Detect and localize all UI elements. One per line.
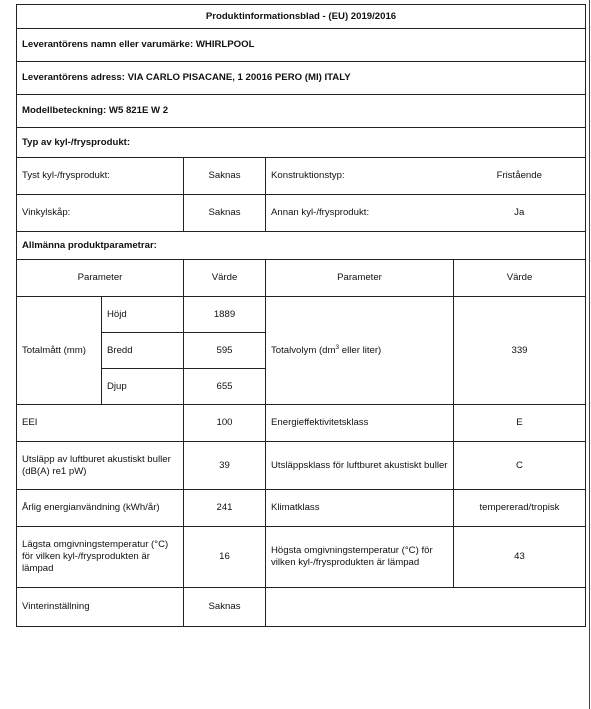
parameter-right-label: Högsta omgivningstemperatur (°C) för vilken kyl-/frysprodukten är lämpad xyxy=(266,527,454,588)
parameter-row xyxy=(17,405,586,442)
parameter-left-label: EEI xyxy=(17,405,184,442)
dimensions-label: Totalmått (mm) xyxy=(17,297,102,405)
type-right-label: Konstruktionstyp: xyxy=(266,158,454,195)
winter-setting-row xyxy=(17,588,586,627)
type-right-value: Fristående xyxy=(454,158,586,195)
type-left-label: Tyst kyl-/frysprodukt: xyxy=(17,158,184,195)
parameter-left-label: Utsläpp av luftburet akustiskt buller (dB(A) re1 pW) xyxy=(17,442,184,490)
total-volume-value: 339 xyxy=(454,297,586,405)
parameter-left-value: 241 xyxy=(184,490,266,527)
empty-cell xyxy=(266,588,586,627)
supplier-name-row xyxy=(17,29,586,62)
winter-setting-value: Saknas xyxy=(184,588,266,627)
model-identifier: Modellbeteckning: W5 821E W 2 xyxy=(17,95,586,128)
parameter-right-value: 43 xyxy=(454,527,586,588)
parameter-left-label: Lägsta omgivningstemperatur (°C) för vilken kyl-/frysprodukten är lämpad xyxy=(17,527,184,588)
parameter-row xyxy=(17,442,586,490)
dimension-row xyxy=(17,297,586,333)
column-header-parameter: Parameter xyxy=(17,260,184,297)
column-header-value: Värde xyxy=(184,260,266,297)
type-left-value: Saknas xyxy=(184,158,266,195)
type-right-value: Ja xyxy=(454,195,586,232)
column-header-value: Värde xyxy=(454,260,586,297)
winter-setting-label: Vinterinställning xyxy=(17,588,184,627)
type-left-value: Saknas xyxy=(184,195,266,232)
parameter-right-label: Energieffektivitetsklass xyxy=(266,405,454,442)
general-heading: Allmänna produktparametrar: xyxy=(17,232,586,260)
type-right-label: Annan kyl-/frysprodukt: xyxy=(266,195,454,232)
dimension-name: Höjd xyxy=(102,297,184,333)
parameter-right-value: tempererad/tropisk xyxy=(454,490,586,527)
parameter-left-value: 100 xyxy=(184,405,266,442)
parameter-left-value: 16 xyxy=(184,527,266,588)
dimension-name: Djup xyxy=(102,369,184,405)
title-row xyxy=(17,5,586,29)
parameter-right-label: Utsläppsklass för luftburet akustiskt buller xyxy=(266,442,454,490)
supplier-address-row xyxy=(17,62,586,95)
parameter-right-value: C xyxy=(454,442,586,490)
dimension-value: 655 xyxy=(184,369,266,405)
supplier-name: Leverantörens namn eller varumärke: WHIRLPOOL xyxy=(17,29,586,62)
parameter-right-value: E xyxy=(454,405,586,442)
page-edge-line xyxy=(589,0,590,709)
type-heading-row xyxy=(17,128,586,158)
type-row xyxy=(17,195,586,232)
parameter-left-value: 39 xyxy=(184,442,266,490)
total-volume-label: Totalvolym ($dm^3$ eller liter) xyxy=(266,297,454,405)
supplier-address: Leverantörens adress: VIA CARLO PISACANE, 1 20016 PERO (MI) ITALY xyxy=(17,62,586,95)
product-information-sheet xyxy=(16,4,586,627)
model-row xyxy=(17,95,586,128)
column-header-row xyxy=(17,260,586,297)
type-left-label: Vinkylskåp: xyxy=(17,195,184,232)
dimension-name: Bredd xyxy=(102,333,184,369)
parameter-right-label: Klimatklass xyxy=(266,490,454,527)
sheet-title: Produktinformationsblad - (EU) 2019/2016 xyxy=(17,5,586,29)
general-heading-row xyxy=(17,232,586,260)
type-row xyxy=(17,158,586,195)
parameter-left-label: Årlig energianvändning (kWh/år) xyxy=(17,490,184,527)
parameter-row xyxy=(17,490,586,527)
dimension-value: 595 xyxy=(184,333,266,369)
column-header-parameter: Parameter xyxy=(266,260,454,297)
parameter-row xyxy=(17,527,586,588)
dimension-value: 1889 xyxy=(184,297,266,333)
type-heading: Typ av kyl-/frysprodukt: xyxy=(17,128,586,158)
